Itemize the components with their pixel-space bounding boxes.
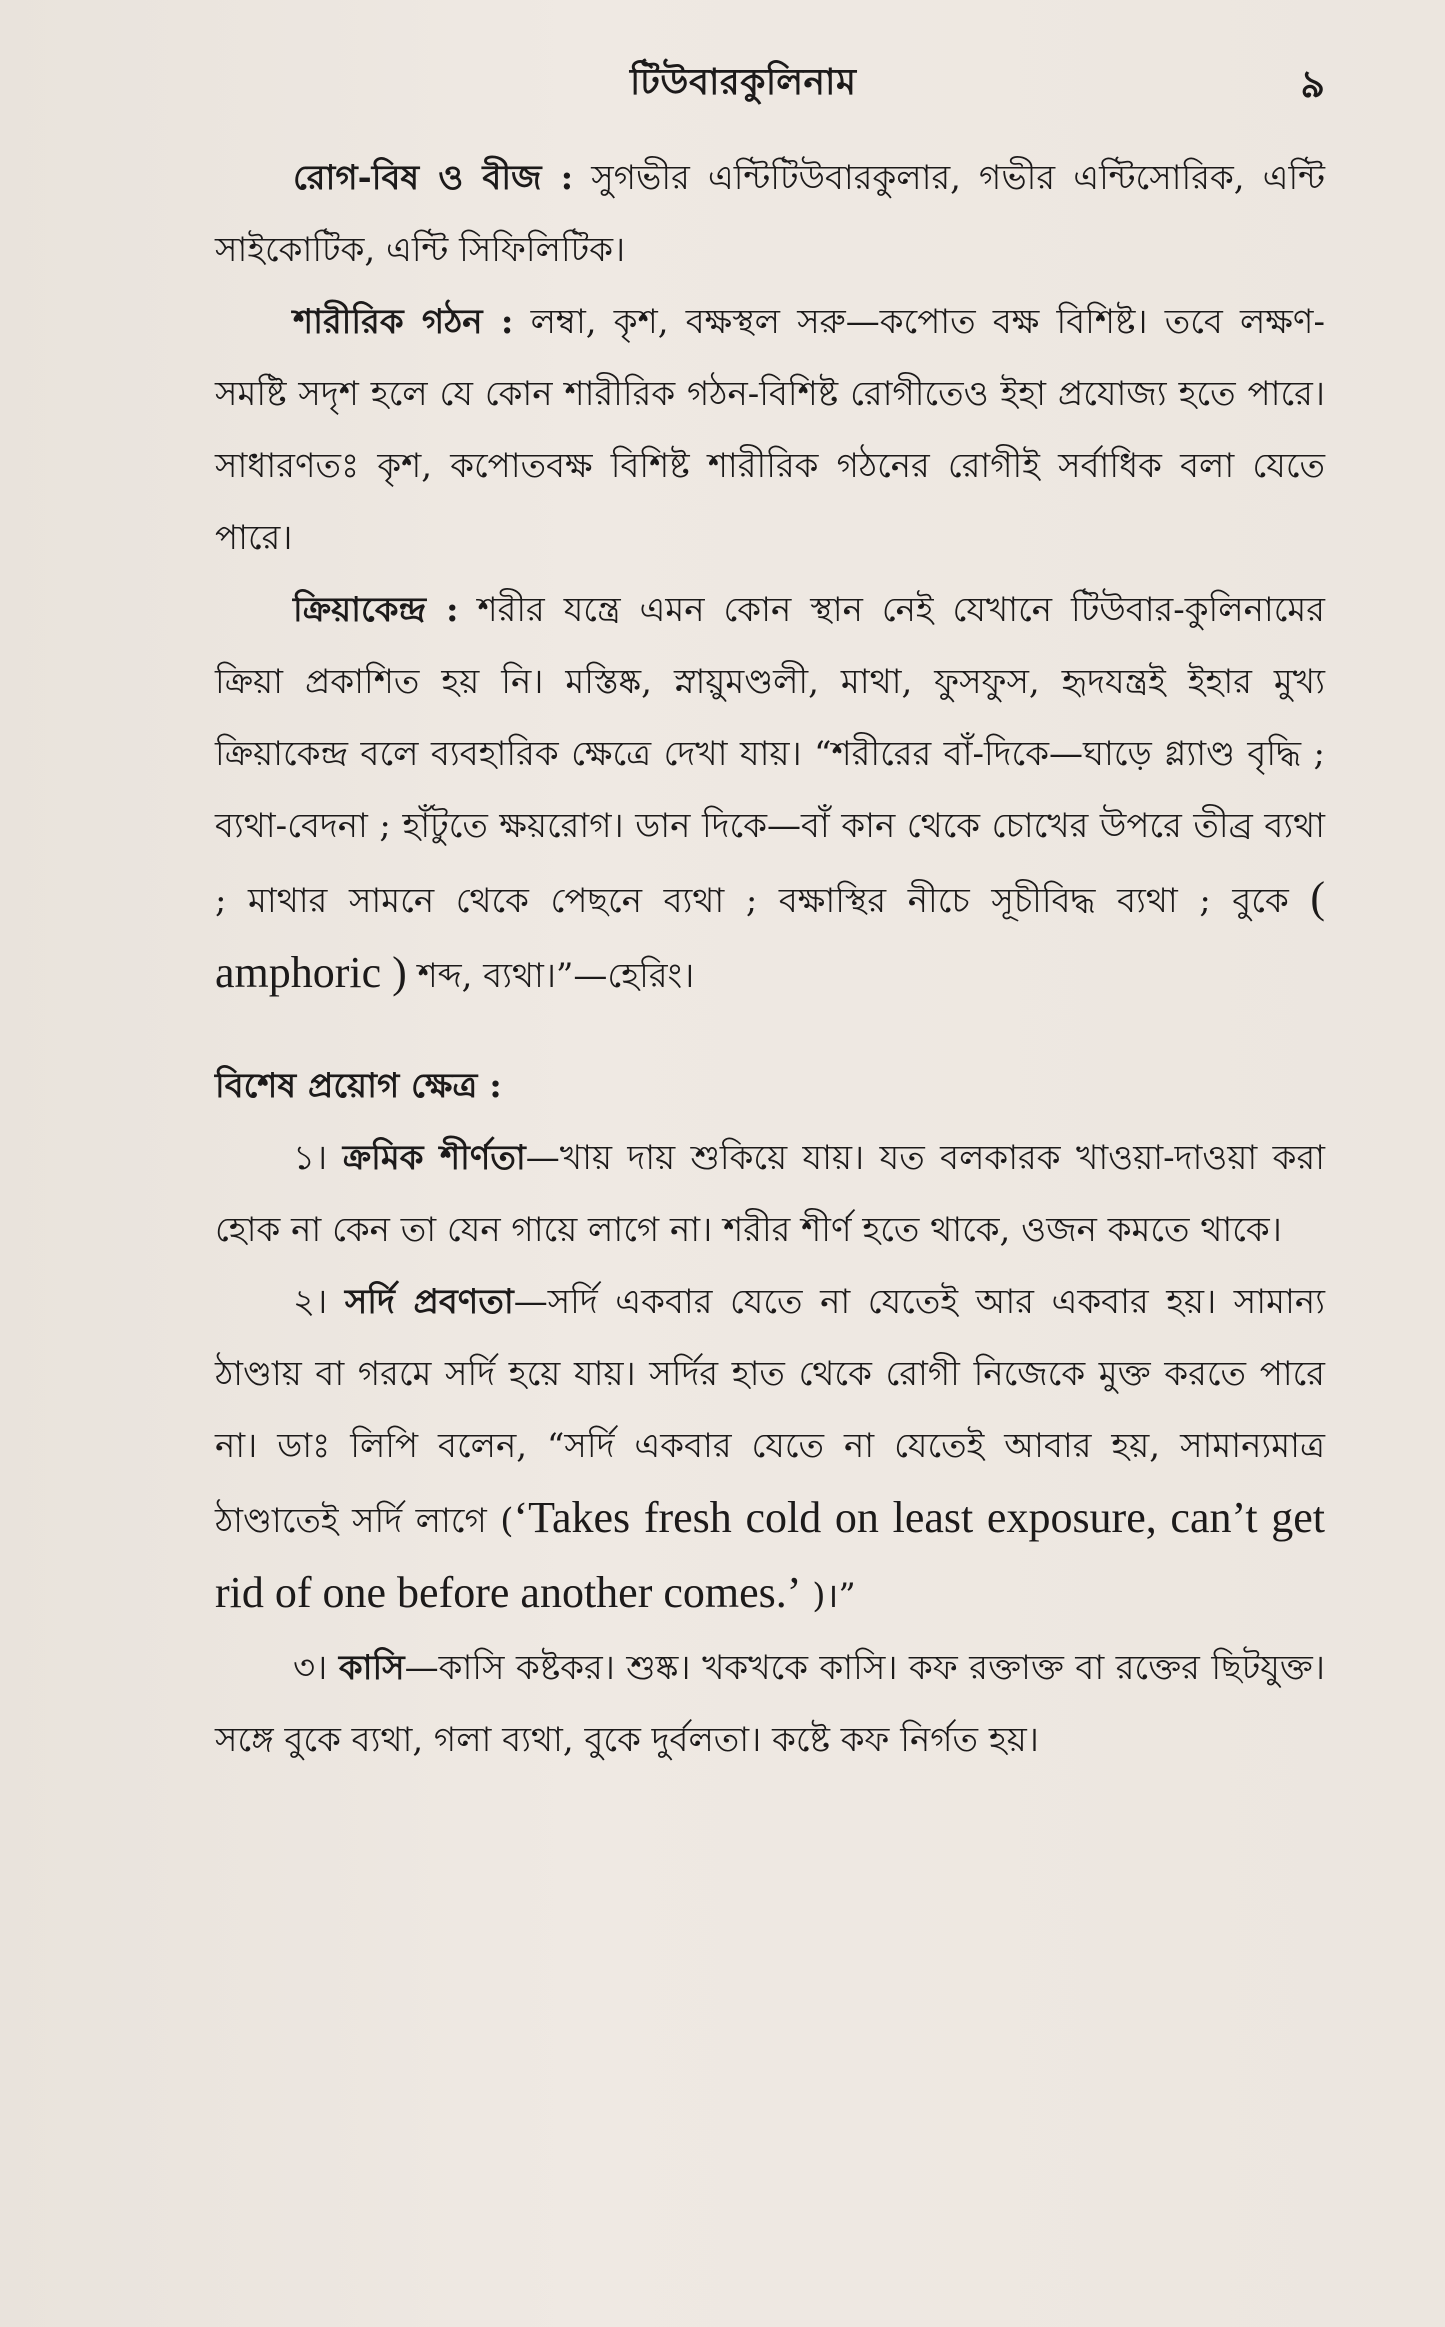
text-kriyakendra-end: শব্দ, ব্যথা।”—হেরিং।	[417, 956, 695, 996]
paragraph-kriyakendra	[215, 574, 1325, 1012]
label-rogbish: রোগ-বিষ ও বীজ :	[293, 158, 574, 198]
item-2-label: সর্দি প্রবণতা	[344, 1282, 514, 1322]
item-2-latin-quote: ‘Takes fresh cold on least exposure, can’t get rid of one before another comes.’	[215, 1493, 1326, 1617]
text-sharirik: লম্বা, কৃশ, বক্ষস্থল সরু—কপোত বক্ষ বিশিষ্ট। তবে লক্ষণ-সমষ্টি সদৃশ হলে যে কোন শারীরিক গঠন-বিশিষ্ট রোগীতেও ইহা প্রযোজ্য হতে পারে। সাধারণতঃ কৃশ, কপোতবক্ষ বিশিষ্ট শারীরিক গঠনের রোগীই সর্বাধিক বলা যেতে পারে।	[215, 302, 1325, 558]
heading-special-use	[215, 1050, 1325, 1122]
item-1-number: ১।	[293, 1138, 328, 1178]
paragraph-sharirik	[215, 286, 1325, 574]
text-rogbish: সুগভীর এন্টিটিউবারকুলার, গভীর এন্টিসোরিক, এন্টি সাইকোটিক, এন্টি সিফিলিটিক।	[215, 158, 1325, 270]
special-use-heading: বিশেষ প্রয়োগ ক্ষেত্র :	[215, 1066, 502, 1106]
item-1-label: ক্রমিক শীর্ণতা	[342, 1138, 526, 1178]
label-kriyakendra: ক্রিয়াকেন্দ্র :	[293, 590, 459, 630]
item-2-text: —সর্দি একবার যেতে না যেতেই আর একবার হয়। সামান্য ঠাণ্ডায় বা গরমে সর্দি হয়ে যায়। সর্দির হাত থেকে রোগী নিজেকে মুক্ত করতে পারে না। ডাঃ লিপি বলেন, “সর্দি একবার যেতে না যেতেই আবার হয়, সামান্যমাত্র ঠাণ্ডাতেই সর্দি লাগে (	[215, 1282, 1326, 1541]
label-sharirik: শারীরিক গঠন :	[293, 302, 514, 342]
list-item-3	[215, 1632, 1325, 1776]
paragraph-rogbish	[215, 142, 1325, 286]
item-3-label: কাসি	[338, 1648, 405, 1688]
item-2-text-end: )।”	[812, 1576, 856, 1616]
list-item-1	[215, 1122, 1325, 1266]
page-header	[0, 55, 1445, 115]
list-item-2	[215, 1266, 1325, 1632]
page-number: ৯	[1300, 61, 1325, 106]
running-title: টিউবারকুলিনাম	[630, 61, 857, 103]
item-2-number: ২।	[293, 1282, 328, 1322]
latin-amphoric: ( amphoric )	[215, 873, 1325, 997]
text-kriyakendra: শরীর যন্ত্রে এমন কোন স্থান নেই যেখানে টিউবার-কুলিনামের ক্রিয়া প্রকাশিত হয় নি। মস্তিষ্ক, স্নায়ুমণ্ডলী, মাথা, ফুসফুস, হৃদযন্ত্রই ইহার মুখ্য ক্রিয়াকেন্দ্র বলে ব্যবহারিক ক্ষেত্রে দেখা যায়। “শরীরের বাঁ-দিকে—ঘাড়ে গ্ল্যাণ্ড বৃদ্ধি ; ব্যথা-বেদনা ; হাঁটুতে ক্ষয়রোগ। ডান দিকে—বাঁ কান থেকে চোখের উপরে তীব্র ব্যথা ; মাথার সামনে থেকে পেছনে ব্যথা ; বক্ষাস্থির নীচে সূচীবিদ্ধ ব্যথা ; বুকে	[215, 590, 1325, 921]
item-3-text: —কাসি কষ্টকর। শুষ্ক। খকখকে কাসি। কফ রক্তাক্ত বা রক্তের ছিটযুক্ত। সঙ্গে বুকে ব্যথা, গলা ব্যথা, বুকে দুর্বলতা। কষ্টে কফ নির্গত হয়।	[215, 1648, 1325, 1760]
page-body	[215, 142, 1325, 1776]
item-1-text: —খায় দায় শুকিয়ে যায়। যত বলকারক খাওয়া-দাওয়া করা হোক না কেন তা যেন গায়ে লাগে না। শরীর শীর্ণ হতে থাকে, ওজন কমতে থাকে।	[215, 1138, 1326, 1250]
item-3-number: ৩।	[293, 1648, 328, 1688]
